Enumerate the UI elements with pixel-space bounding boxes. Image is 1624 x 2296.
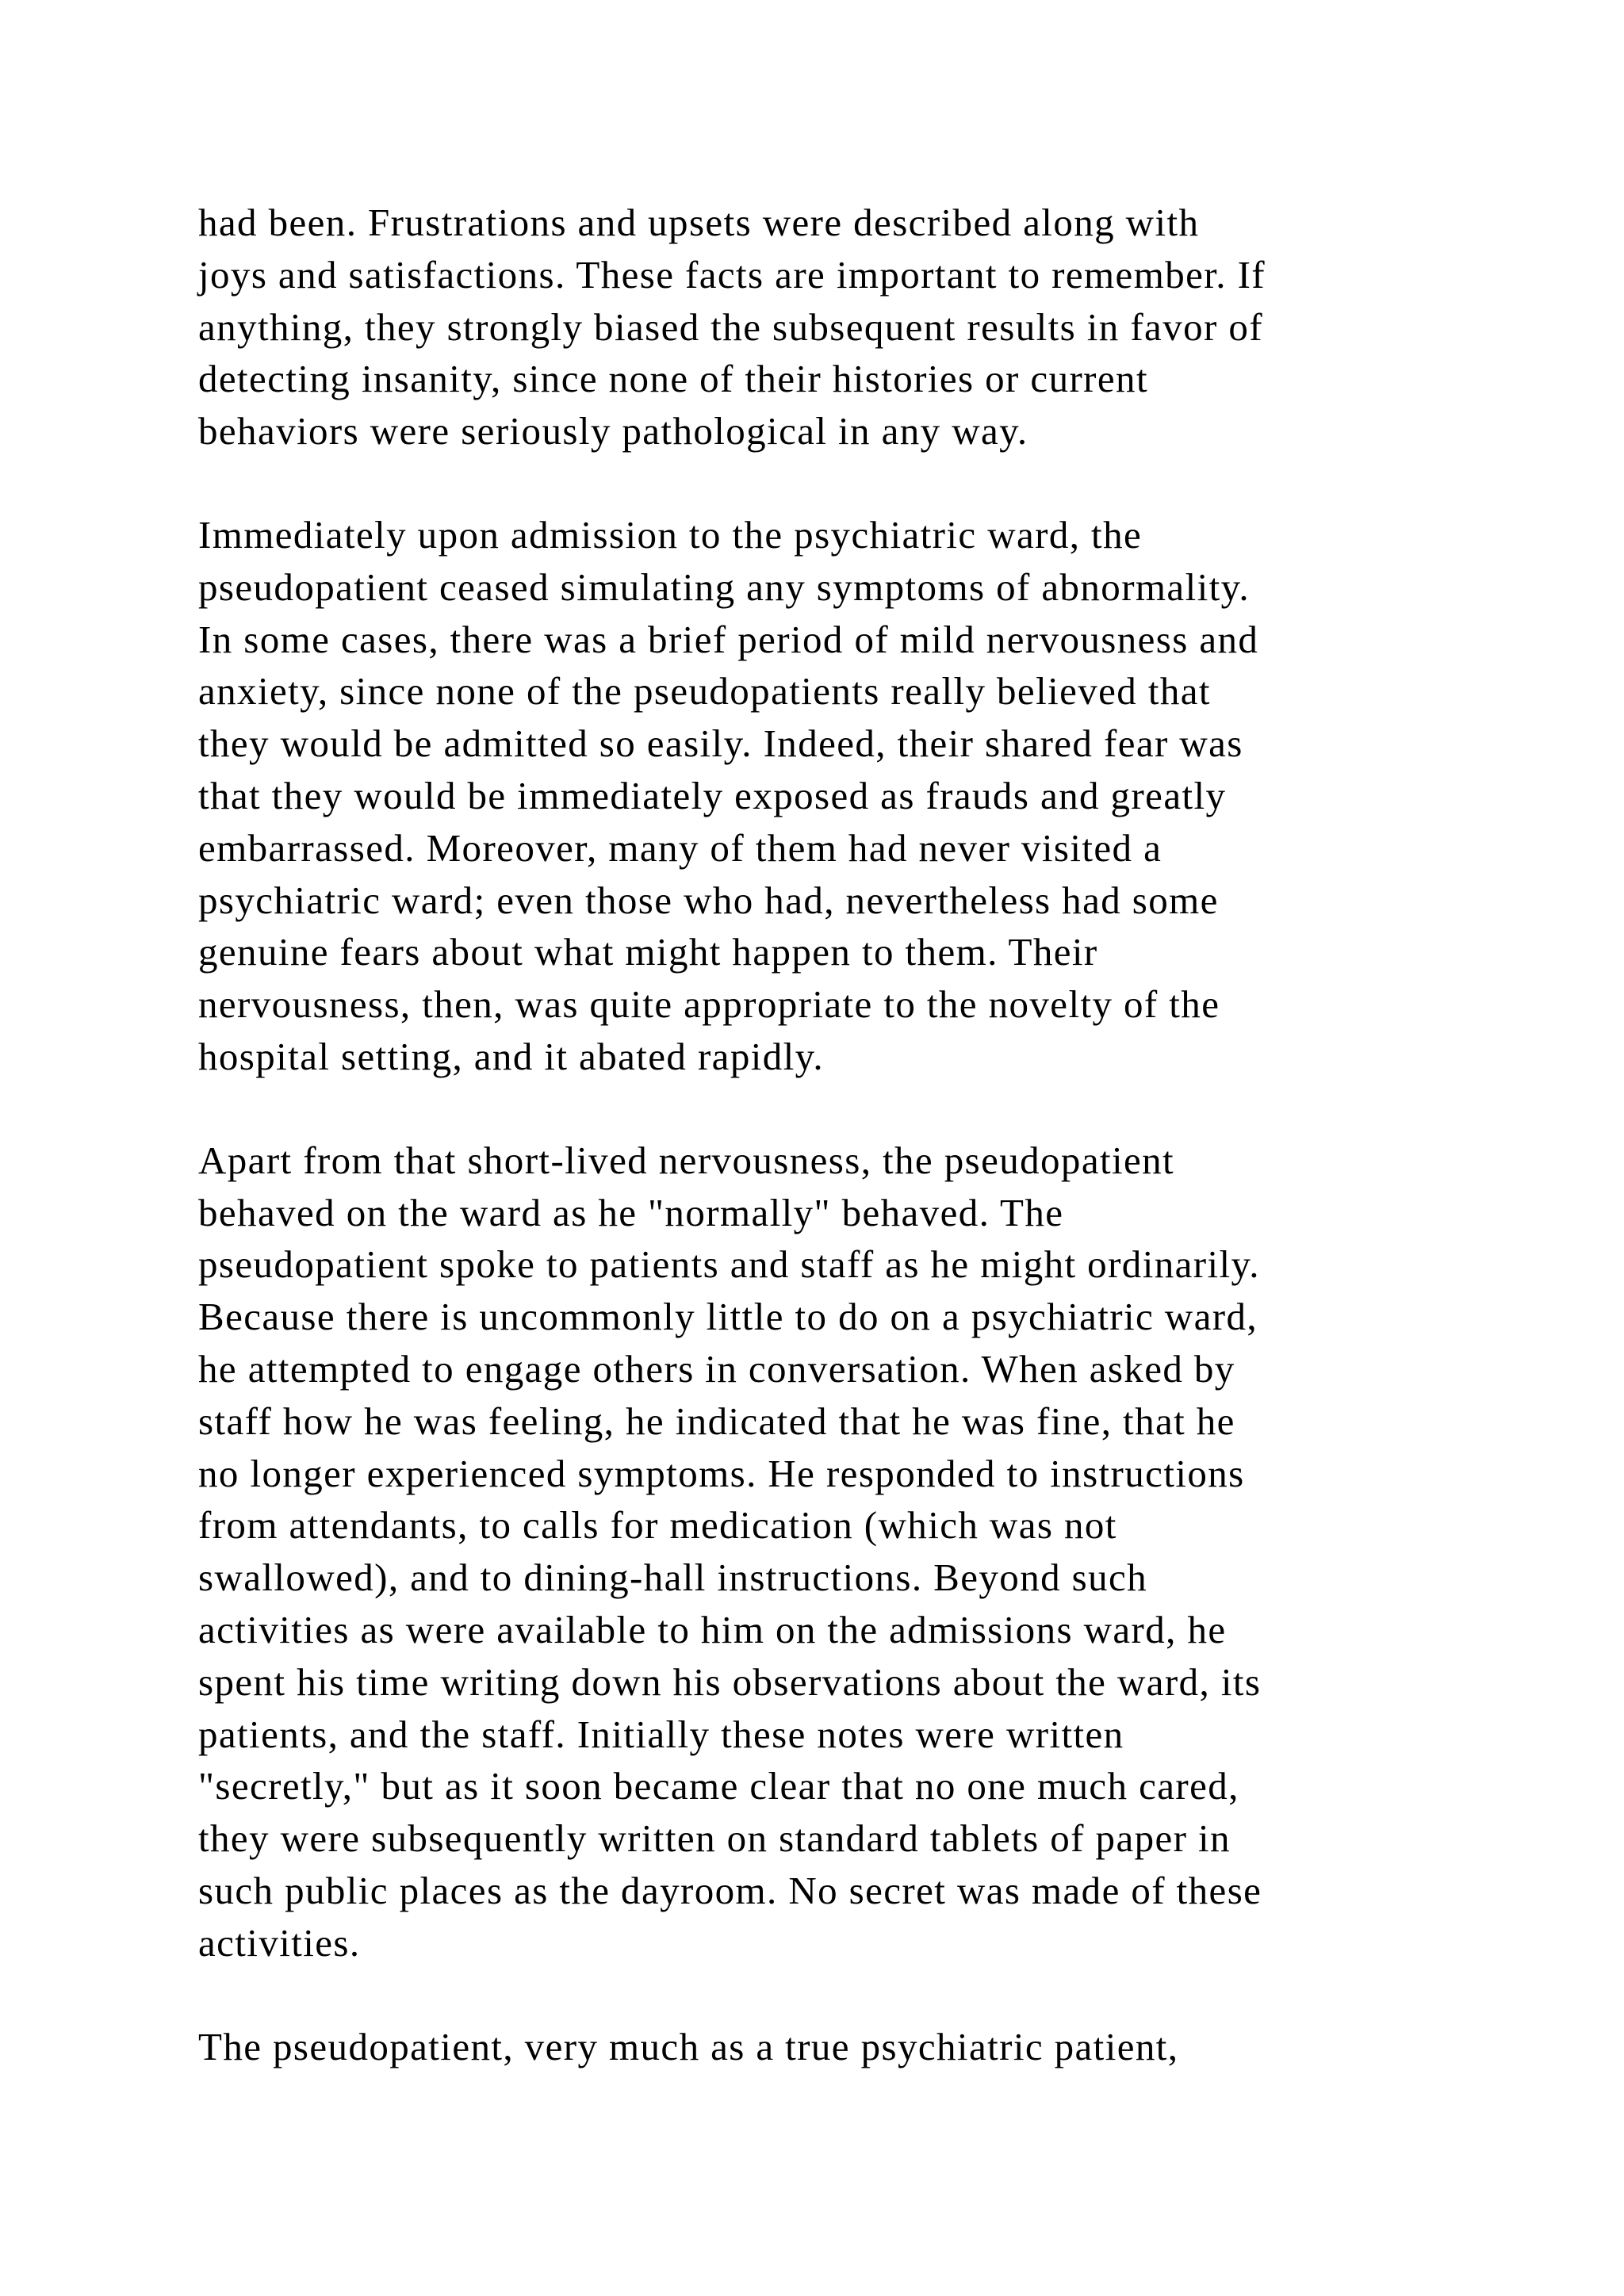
paragraph-3 — [198, 1135, 1499, 1969]
text-line: activities as were available to him on the admissions ward, he — [198, 1607, 1227, 1651]
paragraph-2 — [198, 509, 1499, 1083]
paragraph-1 — [198, 197, 1499, 457]
text-line: Because there is uncommonly little to do on a psychiatric ward, — [198, 1295, 1258, 1339]
text-line: activities. — [198, 1920, 361, 1965]
text-line: that they would be immediately exposed as frauds and greatly — [198, 773, 1227, 817]
text-line: pseudopatient spoke to patients and staff as he might ordinarily. — [198, 1242, 1260, 1287]
text-line: such public places as the dayroom. No secret was made of these — [198, 1868, 1262, 1912]
text-line: In some cases, there was a brief period of mild nervousness and — [198, 617, 1259, 661]
text-line: Immediately upon admission to the psychiatric ward, the — [198, 512, 1143, 557]
text-line: he attempted to engage others in conversation. When asked by — [198, 1346, 1235, 1391]
text-line: anxiety, since none of the pseudopatients really believed that — [198, 669, 1211, 714]
text-line: The pseudopatient, very much as a true psychiatric patient, — [198, 2024, 1179, 2068]
paragraph-4 — [198, 2021, 1499, 2073]
text-line: "secretly," but as it soon became clear that no one much cared, — [198, 1764, 1239, 1808]
text-line: Apart from that short-lived nervousness, the pseudopatient — [198, 1138, 1175, 1182]
body-text — [198, 197, 1499, 2124]
text-line: hospital setting, and it abated rapidly. — [198, 1034, 825, 1078]
text-line: had been. Frustrations and upsets were described along with — [198, 201, 1200, 244]
text-line: they were subsequently written on standard tablets of paper in — [198, 1816, 1231, 1861]
text-line: psychiatric ward; even those who had, nevertheless had some — [198, 878, 1219, 922]
text-line: nervousness, then, was quite appropriate to the novelty of the — [198, 982, 1220, 1027]
text-line: staff how he was feeling, he indicated that he was fine, that he — [198, 1399, 1235, 1443]
text-line: anything, they strongly biased the subsequent results in favor of — [198, 304, 1263, 349]
text-line: from attendants, to calls for medication (which was not — [198, 1503, 1117, 1548]
text-line: spent his time writing down his observations about the ward, its — [198, 1659, 1262, 1704]
text-line: embarrassed. Moreover, many of them had never visited a — [198, 825, 1162, 870]
text-line: genuine fears about what might happen to them. Their — [198, 930, 1098, 974]
text-line: patients, and the staff. Initially these notes were written — [198, 1712, 1124, 1756]
text-line: joys and satisfactions. These facts are important to remember. If — [198, 252, 1266, 297]
text-line: they would be admitted so easily. Indeed, their shared fear was — [198, 721, 1243, 766]
text-line: behaviors were seriously pathological in any way. — [198, 409, 1028, 453]
text-line: swallowed), and to dining-hall instructions. Beyond such — [198, 1556, 1148, 1600]
text-line: behaved on the ward as he "normally" behaved. The — [198, 1190, 1064, 1234]
text-line: no longer experienced symptoms. He responded to instructions — [198, 1451, 1245, 1495]
text-line: pseudopatient ceased simulating any symptoms of abnormality. — [198, 564, 1250, 609]
text-line: detecting insanity, since none of their histories or current — [198, 357, 1148, 401]
